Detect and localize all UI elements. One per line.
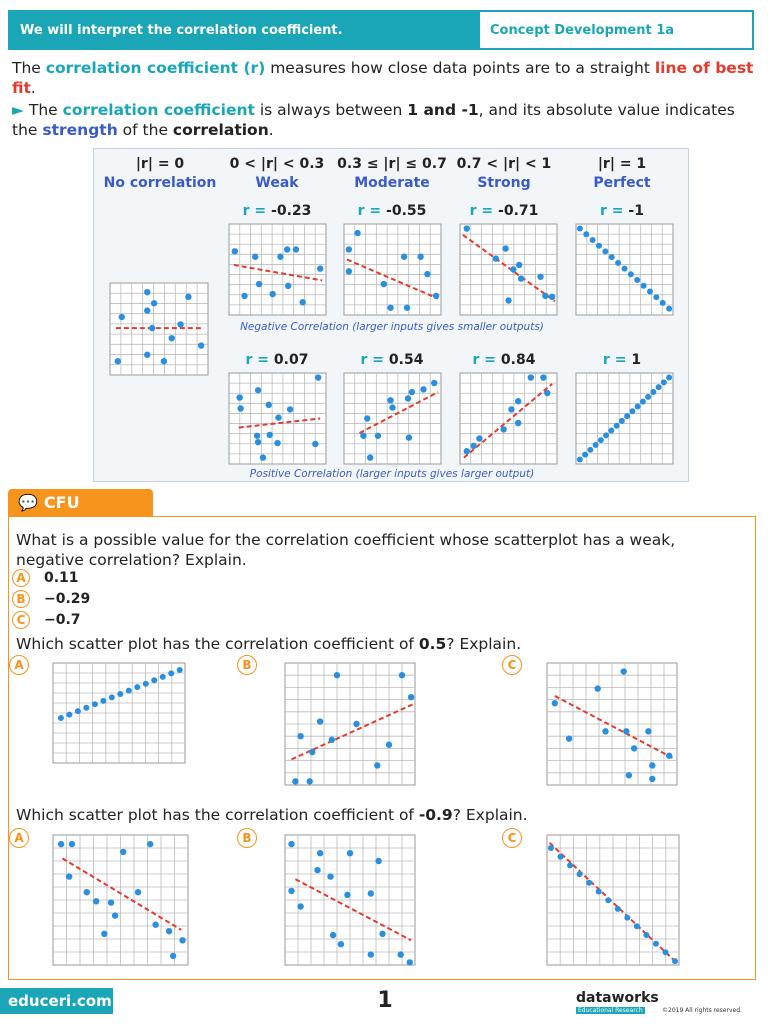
data-point — [267, 432, 273, 438]
data-point — [598, 437, 604, 443]
data-point — [596, 243, 602, 249]
data-point — [375, 433, 381, 439]
data-point — [518, 275, 524, 281]
data-point — [170, 953, 176, 959]
lesson-objective: We will interpret the correlation coefficient. — [10, 12, 480, 48]
data-point — [537, 274, 543, 280]
brand-subtitle: Educational Research — [578, 1007, 643, 1014]
data-point — [353, 721, 359, 727]
data-point — [367, 454, 373, 460]
data-point — [177, 667, 183, 673]
data-point — [168, 670, 174, 676]
data-point — [120, 849, 126, 855]
data-point — [567, 862, 573, 868]
data-point — [84, 889, 90, 895]
data-point — [100, 698, 106, 704]
data-point — [404, 305, 410, 311]
negative-caption: Negative Correlation (larger inputs gives smaller outputs) — [240, 321, 544, 333]
data-point — [309, 749, 315, 755]
data-point — [470, 443, 476, 449]
data-point — [431, 380, 437, 386]
data-point — [605, 897, 611, 903]
data-point — [317, 850, 323, 856]
data-point — [549, 294, 555, 300]
data-point — [577, 226, 583, 232]
data-point — [75, 708, 81, 714]
plot-grid — [344, 224, 441, 315]
question-1: What is a possible value for the correlation coefficient whose scatterplot has a weak, negative correlation? Explain. — [16, 531, 676, 569]
data-point — [381, 281, 387, 287]
data-point — [623, 728, 629, 734]
data-point — [288, 841, 294, 847]
data-point — [297, 733, 303, 739]
data-point — [354, 230, 360, 236]
data-point — [293, 246, 299, 252]
bullet-triangle-icon: ► — [12, 101, 24, 119]
data-point — [662, 949, 668, 955]
data-point — [399, 672, 405, 678]
data-point — [645, 728, 651, 734]
data-point — [583, 231, 589, 237]
data-point — [344, 892, 350, 898]
data-point — [500, 426, 506, 432]
data-point — [92, 701, 98, 707]
q2-choice-a[interactable]: A — [9, 655, 29, 675]
r-label: r = -1 — [600, 203, 644, 219]
data-point — [624, 915, 630, 921]
data-point — [368, 951, 374, 957]
data-point — [255, 387, 261, 393]
data-point — [330, 932, 336, 938]
data-point — [143, 681, 149, 687]
data-point — [666, 306, 672, 312]
data-point — [493, 255, 499, 261]
r-label: r = 1 — [602, 352, 642, 368]
data-point — [134, 684, 140, 690]
data-point — [360, 433, 366, 439]
plot-grid — [344, 373, 441, 464]
data-point — [621, 668, 627, 674]
data-point — [58, 715, 64, 721]
data-point — [237, 405, 243, 411]
data-point — [387, 397, 393, 403]
data-point — [375, 858, 381, 864]
data-point — [149, 325, 155, 331]
data-point — [346, 246, 352, 252]
data-point — [464, 448, 470, 454]
data-point — [108, 899, 114, 905]
data-point — [653, 294, 659, 300]
data-point — [622, 266, 628, 272]
data-point — [69, 841, 75, 847]
data-point — [558, 854, 564, 860]
data-point — [317, 265, 323, 271]
data-point — [285, 283, 291, 289]
data-point — [93, 898, 99, 904]
data-point — [635, 403, 641, 409]
data-point — [269, 291, 275, 297]
data-point — [528, 374, 534, 380]
data-point — [346, 268, 352, 274]
data-point — [515, 420, 521, 426]
data-point — [608, 428, 614, 434]
data-point — [144, 352, 150, 358]
data-point — [292, 778, 298, 784]
data-point — [542, 293, 548, 299]
data-point — [198, 342, 204, 348]
data-point — [338, 941, 344, 947]
r-label: r = -0.23 — [242, 203, 312, 219]
data-point — [464, 225, 470, 231]
data-point — [252, 254, 258, 260]
data-point — [408, 694, 414, 700]
data-point — [275, 414, 281, 420]
data-point — [540, 374, 546, 380]
data-point — [152, 922, 158, 928]
data-point — [649, 776, 655, 782]
option-c[interactable]: C −0.7 — [12, 611, 81, 629]
data-point — [424, 271, 430, 277]
data-point — [628, 271, 634, 277]
data-point — [649, 762, 655, 768]
data-point — [640, 399, 646, 405]
data-point — [144, 307, 150, 313]
data-point — [260, 454, 266, 460]
r-label: r = -0.55 — [357, 203, 427, 219]
data-point — [595, 685, 601, 691]
r-label: r = -0.71 — [469, 203, 539, 219]
data-point — [577, 456, 583, 462]
category-moderate: 0.3 ≤ |r| ≤ 0.7 Moderate — [337, 156, 447, 191]
data-point — [672, 958, 678, 964]
data-point — [256, 281, 262, 287]
data-point — [590, 237, 596, 243]
q3-choice-b[interactable]: B — [237, 828, 257, 848]
plot-grid — [229, 224, 326, 315]
data-point — [151, 677, 157, 683]
data-point — [544, 390, 550, 396]
data-point — [274, 440, 280, 446]
data-point — [117, 691, 123, 697]
data-point — [166, 928, 172, 934]
data-point — [109, 694, 115, 700]
data-point — [66, 712, 72, 718]
lesson-section: Concept Development 1a — [490, 22, 675, 38]
data-point — [315, 374, 321, 380]
data-point — [420, 386, 426, 392]
data-point — [255, 439, 261, 445]
data-point — [347, 850, 353, 856]
data-point — [602, 728, 608, 734]
data-point — [505, 297, 511, 303]
data-point — [577, 871, 583, 877]
data-point — [634, 923, 640, 929]
data-point — [634, 277, 640, 283]
data-point — [593, 442, 599, 448]
data-point — [619, 418, 625, 424]
data-point — [147, 841, 153, 847]
data-point — [287, 406, 293, 412]
data-point — [236, 394, 242, 400]
category-strong: 0.7 < |r| < 1 Strong — [456, 156, 552, 191]
data-point — [641, 283, 647, 289]
data-point — [379, 931, 385, 937]
site-logo: educeri.com — [0, 988, 113, 1014]
bullet-text: ► The correlation coefficient is always between 1 and -1, and its absolute value indicates the strength of the correlation. — [12, 101, 735, 139]
data-point — [179, 937, 185, 943]
data-point — [119, 314, 125, 320]
data-point — [297, 903, 303, 909]
data-point — [407, 959, 413, 965]
data-point — [151, 300, 157, 306]
data-point — [624, 413, 630, 419]
category-weak: 0 < |r| < 0.3 Weak — [229, 156, 325, 191]
question-2: Which scatter plot has the correlation coefficient of 0.5? Explain. — [16, 635, 522, 653]
data-point — [329, 737, 335, 743]
q3-choice-a[interactable]: A — [9, 828, 29, 848]
data-point — [405, 395, 411, 401]
option-b[interactable]: B −0.29 — [12, 590, 90, 608]
data-point — [515, 398, 521, 404]
data-point — [661, 379, 667, 385]
data-point — [609, 254, 615, 260]
data-point — [502, 245, 508, 251]
data-point — [647, 288, 653, 294]
data-point — [83, 705, 89, 711]
plot-grid — [460, 373, 557, 464]
data-point — [614, 423, 620, 429]
brand-logo: dataworks — [576, 990, 659, 1006]
data-point — [314, 867, 320, 873]
data-point — [307, 778, 313, 784]
data-point — [417, 254, 423, 260]
data-point — [387, 305, 393, 311]
data-point — [433, 293, 439, 299]
q2-choice-c[interactable]: C — [502, 655, 522, 675]
r-label: r = 0.07 — [245, 352, 309, 368]
speech-bubble-icon: 💬 — [18, 493, 38, 512]
data-point — [144, 289, 150, 295]
cfu-tab: 💬 CFU — [8, 489, 153, 516]
data-point — [666, 753, 672, 759]
data-point — [115, 358, 121, 364]
data-point — [653, 941, 659, 947]
data-point — [508, 406, 514, 412]
category-perfect: |r| = 1 Perfect — [593, 156, 651, 191]
data-point — [629, 408, 635, 414]
data-point — [254, 433, 260, 439]
data-point — [645, 394, 651, 400]
data-point — [666, 375, 672, 381]
data-point — [566, 735, 572, 741]
q2-choice-b[interactable]: B — [237, 655, 257, 675]
data-point — [401, 254, 407, 260]
data-point — [277, 254, 283, 260]
data-point — [516, 262, 522, 268]
option-a[interactable]: A 0.11 — [12, 569, 79, 587]
data-point — [284, 246, 290, 252]
data-point — [169, 335, 175, 341]
data-point — [398, 951, 404, 957]
q3-choice-c[interactable]: C — [502, 828, 522, 848]
data-point — [552, 700, 558, 706]
category-none: |r| = 0 No correlation — [103, 156, 217, 191]
data-point — [327, 873, 333, 879]
data-point — [603, 432, 609, 438]
data-point — [101, 931, 107, 937]
data-point — [126, 688, 132, 694]
data-point — [160, 674, 166, 680]
data-point — [161, 358, 167, 364]
data-point — [615, 260, 621, 266]
data-point — [660, 300, 666, 306]
data-point — [548, 845, 554, 851]
data-point — [334, 672, 340, 678]
data-point — [317, 718, 323, 724]
data-point — [626, 772, 632, 778]
data-point — [177, 321, 183, 327]
data-point — [656, 384, 662, 390]
data-point — [266, 402, 272, 408]
data-point — [409, 389, 415, 395]
question-3: Which scatter plot has the correlation coefficient of -0.9? Explain. — [16, 806, 528, 824]
data-point — [602, 248, 608, 254]
data-point — [232, 248, 238, 254]
data-point — [112, 912, 118, 918]
data-point — [587, 447, 593, 453]
data-point — [596, 889, 602, 895]
r-label: r = 0.54 — [360, 352, 424, 368]
intro-text: The correlation coefficient (r) measures how close data points are to a straight line of best fit. — [12, 59, 754, 97]
data-point — [66, 873, 72, 879]
data-point — [389, 404, 395, 410]
data-point — [312, 441, 318, 447]
r-label: r = 0.84 — [472, 352, 536, 368]
page-number: 1 — [377, 988, 393, 1013]
data-point — [476, 435, 482, 441]
data-point — [185, 294, 191, 300]
data-point — [631, 745, 637, 751]
data-point — [406, 434, 412, 440]
data-point — [288, 888, 294, 894]
data-point — [241, 293, 247, 299]
data-point — [582, 452, 588, 458]
data-point — [364, 415, 370, 421]
data-point — [586, 880, 592, 886]
data-point — [643, 932, 649, 938]
data-point — [300, 299, 306, 305]
positive-caption: Positive Correlation (larger inputs gives larger output) — [249, 468, 535, 480]
data-point — [368, 890, 374, 896]
data-point — [58, 841, 64, 847]
data-point — [650, 389, 656, 395]
data-point — [135, 889, 141, 895]
data-point — [386, 742, 392, 748]
data-point — [615, 906, 621, 912]
data-point — [510, 266, 516, 272]
copyright: ©2019 All rights reserved. — [662, 1007, 742, 1014]
data-point — [374, 762, 380, 768]
